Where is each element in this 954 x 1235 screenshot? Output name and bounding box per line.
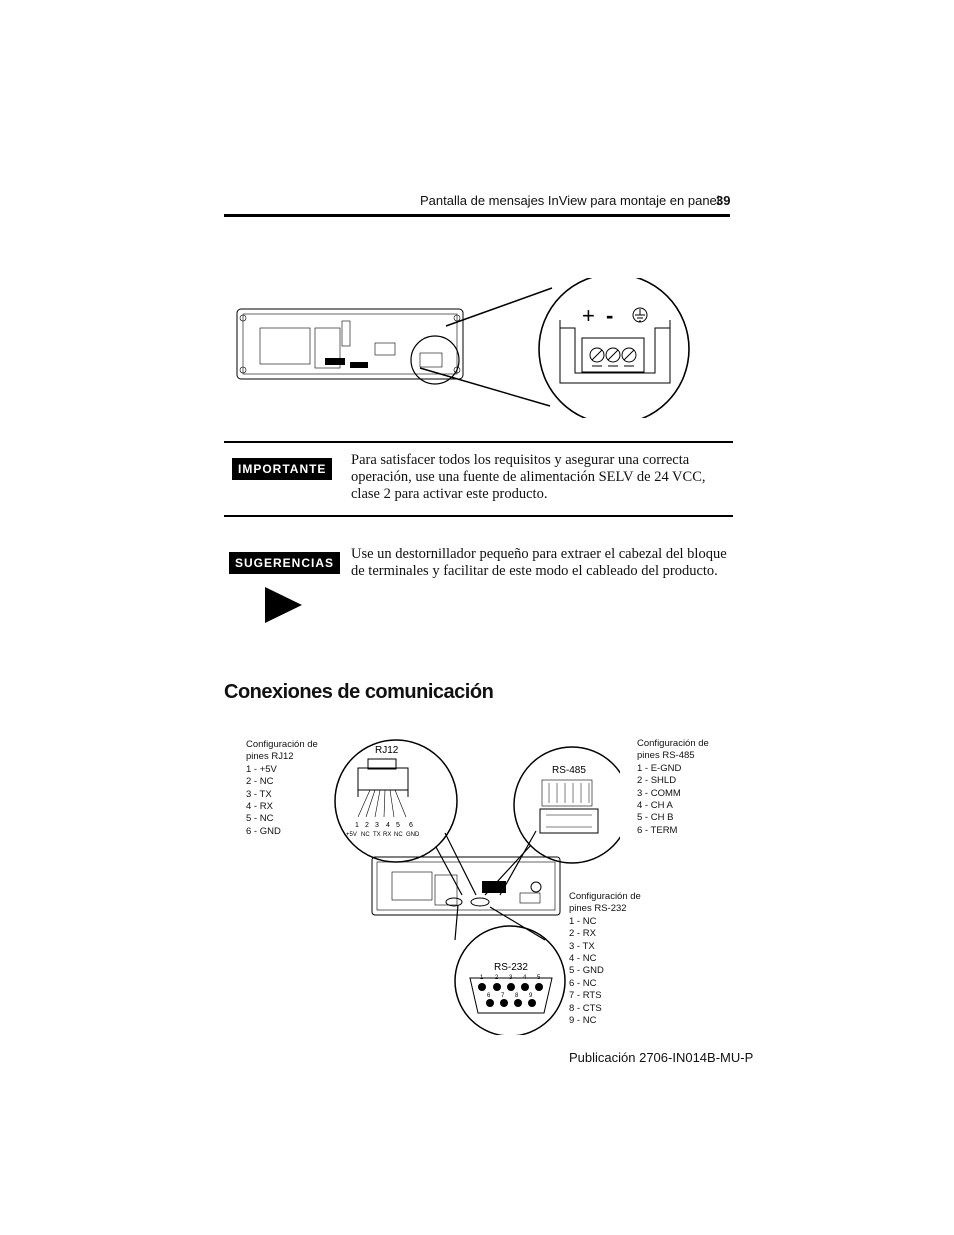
rs232-pin-number: 5 (537, 975, 541, 981)
terminal-minus-label: - (606, 303, 614, 328)
rs232-pin-number: 2 (495, 975, 499, 981)
rj12-magnifier (335, 740, 457, 862)
section-heading: Conexiones de comunicación (224, 681, 494, 703)
rs232-pin-number: 7 (501, 993, 505, 999)
rj12-pin-name: +5V (346, 832, 357, 838)
terminal-block-detail (560, 303, 670, 383)
rj12-label: RJ12 (375, 745, 399, 756)
rs232-pin-number: 3 (509, 975, 513, 981)
important-top-rule (224, 441, 733, 443)
rj12-pin-name: RX (383, 832, 392, 838)
rj12-pin-number: 2 (365, 822, 369, 829)
rs232-pin-number: 8 (515, 993, 519, 999)
running-header-title: Pantalla de mensajes InView para montaje en panel (420, 193, 720, 208)
rs232-pin-number: 6 (487, 993, 491, 999)
rj12-pin-name: NC (361, 832, 370, 838)
important-text: Para satisfacer todos los requisitos y asegurar una correcta operación, use una fuente de alimentación SELV de 24 VCC, clase 2 para activar este producto. (351, 452, 706, 502)
communication-figure (320, 735, 620, 1035)
rs232-pin-number: 1 (480, 975, 484, 981)
rj12-pin-number: 5 (396, 822, 400, 829)
display-unit (237, 309, 463, 379)
tips-text: Use un destornillador pequeño para extraer el cabezal del bloque de terminales y facilitar de este modo el cableado del producto. (351, 546, 727, 579)
rj12-pin-name: TX (373, 832, 381, 838)
header-rule (224, 214, 730, 217)
power-terminal-figure (230, 278, 700, 418)
rj12-pin-name: GND (406, 832, 420, 838)
tips-tag: SUGERENCIAS (229, 552, 340, 574)
play-arrow-icon (264, 586, 304, 624)
rj12-pin-number: 3 (375, 822, 379, 829)
rj12-pin-number: 4 (386, 822, 390, 829)
rj12-pin-caption: Configuración de pines RJ12 1 - +5V 2 - NC 3 - TX 4 - RX 5 - NC 6 - GND (246, 739, 318, 837)
rj12-pin-name: NC (394, 832, 403, 838)
publication-number: Publicación 2706-IN014B-MU-P (569, 1050, 754, 1065)
ground-symbol-icon (633, 308, 647, 322)
terminal-plus-label: + (582, 303, 595, 328)
rj12-pin-number: 6 (409, 822, 413, 829)
rs232-pin-number: 9 (529, 993, 533, 999)
page-number: 39 (716, 193, 731, 208)
rs232-pin-caption: Configuración de pines RS-232 1 - NC 2 - RX 3 - TX 4 - NC 5 - GND 6 - NC 7 - RTS 8 - CTS 9 - NC (569, 891, 641, 1027)
rj12-pin-number: 1 (355, 822, 359, 829)
important-tag: IMPORTANTE (232, 458, 332, 480)
display-unit (372, 857, 560, 915)
rs232-magnifier (455, 926, 565, 1035)
important-bottom-rule (224, 515, 733, 517)
rs232-pin-number: 4 (523, 975, 527, 981)
rs232-label: RS-232 (494, 962, 528, 973)
rs485-pin-caption: Configuración de pines RS-485 1 - E-GND 2 - SHLD 3 - COMM 4 - CH A 5 - CH B 6 - TERM (637, 738, 709, 836)
rs485-label: RS-485 (552, 765, 586, 776)
